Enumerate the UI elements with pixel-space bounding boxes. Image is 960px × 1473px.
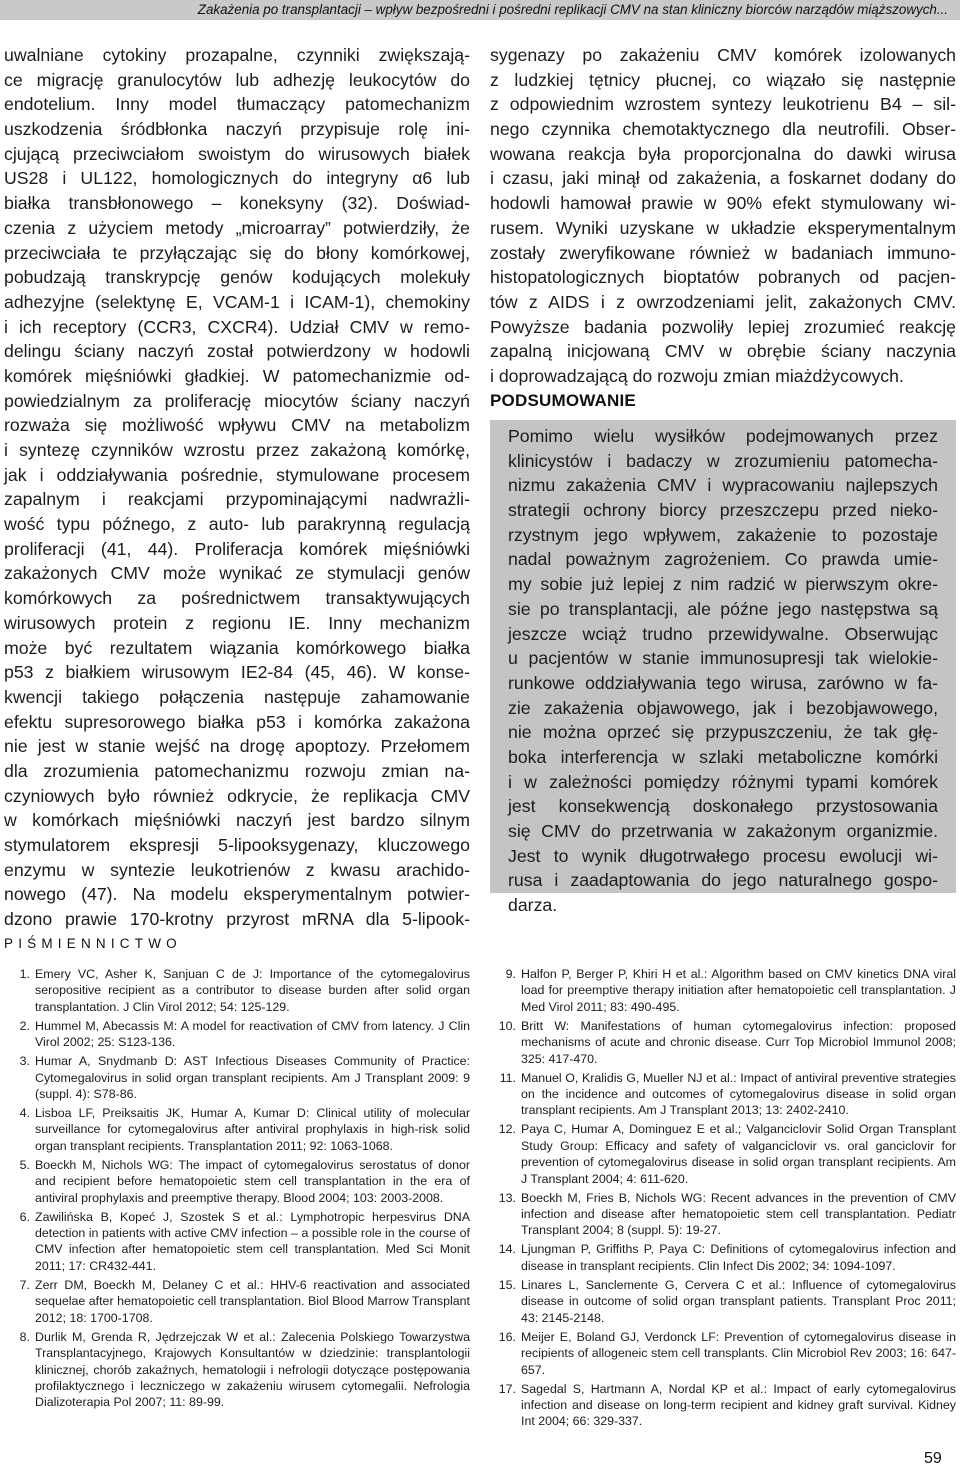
reference-item [8,1329,470,1411]
reference-item [494,1121,956,1187]
reference-text: Zerr DM, Boeckh M, Delaney C et al.: HHV-6 reactivation and associated sequelae after hematopoietic cell transplantation. Biol Blood Marrow Transplant 2012; 18: 1700-1708. [35,1277,470,1325]
running-header: Zakażenia po transplantacji – wpływ bezpośredni i pośredni replikacji CMV na stan kliniczny biorców narządów miąższowych... [0,0,960,20]
text-line: US28 i UL122, homologicznych do integryny α6 lub [4,168,470,189]
body-text-right-column [490,43,956,389]
reference-item [494,1018,956,1067]
text-line: zapalną inicjowaną CMV w obrębie ściany naczynia [490,341,956,362]
text-line: wowana reakcja była proporcjonalna do dawki wirusa [490,143,956,164]
text-line: dla zrozumienia patomechanizmu rozwoju zmian na- [4,760,470,781]
reference-item [494,1381,956,1430]
reference-number: 15. [498,1277,516,1292]
text-line: rozważa się możliwość wpływu CMV na metabolizm [4,415,470,436]
text-line: nego czynnika chemotaktycznego dla neutrofili. Obser- [490,119,956,140]
text-line: w komórkach mięśniówki naczyń jest bardzo silnym [4,810,470,831]
text-line: hodowli hamował prawie w 90% efekt stymulowany wi- [490,193,956,214]
text-line: i doprowadzającą do rozwoju zmian miażdżycowych. [490,365,904,386]
text-line: my sobie już lepiej z nim radzić w pierwszym okre- [508,574,938,595]
text-line: enzymu w syntezie leukotrienów z kwasu arachido- [4,859,470,880]
reference-item [494,1070,956,1119]
text-line: jak i oddziaływania pośrednie, stymulowane procesem [4,464,470,485]
text-line: czyniowych było również odkrycie, że replikacja CMV [4,785,470,806]
text-line: p53 z białkiem wirusowym IE2-84 (45, 46). W konse- [4,662,470,683]
text-line: cjującą przeciwciałom swoistym do wirusowych białek [4,143,470,164]
body-text-left-column [4,43,470,932]
reference-number: 11. [499,1070,516,1085]
text-line: zakażonych CMV może wynikać ze stymulacji genów [4,563,470,584]
summary-text [508,424,938,918]
text-line: i syntezę czynników wzrostu przez zakażoną komórkę, [4,440,470,460]
text-line: jeszcze wciąż trudno przewidywalne. Obserwując [508,623,938,644]
text-line: czenia z użyciem metody „microarray” potwierdziły, że [4,217,470,238]
reference-number: 6. [19,1209,30,1224]
text-line: może być rezultatem wiązania komórkowego białka [4,637,470,658]
reference-text: Meijer E, Boland GJ, Verdonck LF: Prevention of cytomegalovirus disease in recipients of allogeneic stem cell transplants. Clin Microbiol Rev 2003; 16: 647-657. [521,1329,956,1377]
text-line: zie zakażenia objawowego, jak i bezobjawowego, [508,697,938,718]
text-line: strategii ochrony biorcy przeszczepu przed nieko- [508,500,938,521]
page-number: 59 [924,1450,942,1467]
reference-text: Sagedal S, Hartmann A, Nordal KP et al.: Impact of early cytomegalovirus infection and disease on long-term recipient and kidney graft survival. Kidney Int 2004; 66: 329-337. [521,1381,956,1429]
reference-text: Durlik M, Grenda R, Jędrzejczak W et al.: Zalecenia Polskiego Towarzystwa Transplantacyjnego, Krajowych Konsultantów w dziedzinie: transplantologii klinicznej, chorób zakaźnych, hematologii i nefrologii dotyczące postępowania profilaktycznego i leczniczego w zakażeniu wirusem cytomegalii. Nefrologia Dializoterapia Pol 2007; 11: 89-99. [35,1329,470,1410]
references-right-column [494,966,956,1432]
reference-item [494,1277,956,1326]
reference-number: 16. [498,1329,516,1344]
text-line: ce migrację granulocytów lub adhezję leukocytów do [4,69,470,90]
references-left-column [8,966,470,1413]
text-line: się CMV do przetrwania w zakażonym organizmie. [508,821,938,841]
reference-item [8,1018,470,1051]
text-line: stymulatorem ekspresji 5-lipooksygenazy, kluczowego [4,835,470,855]
reference-item [8,1105,470,1154]
text-line: uszkodzenia śródbłonka naczyń przypisuje rolę ini- [4,119,470,140]
reference-item [8,1277,470,1326]
reference-number: 14. [498,1242,516,1257]
reference-item [494,966,956,1015]
references-heading: PIŚMIENNICTWO [4,936,182,951]
text-line: Powyższe badania pozwoliły lepiej zrozumieć reakcję [490,316,956,337]
text-line: rzystnym jego wpływem, zakażenie to pozostaje [508,524,938,545]
reference-number: 1. [19,967,30,981]
reference-text: Ljungman P, Griffiths P, Paya C: Definitions of cytomegalovirus infection and disease in transplant recipients. Clin Infect Dis 2002; 34: 1094-1097. [521,1242,956,1273]
text-line: Pomimo wielu wysiłków podejmowanych przez [508,426,938,446]
reference-number: 8. [19,1329,30,1344]
text-line: u pacjentów w stanie immunosupresji tak wielokie- [508,648,938,669]
text-line: i ich receptory (CCR3, CXCR4). Udział CMV w remo- [4,316,470,337]
text-line: tów z AIDS i z owrzodzeniami jelit, zakażonych CMV. [490,291,956,312]
text-line: nizmu zakażenia CMV i wypracowaniu najlepszych [508,475,938,496]
text-line: wirusowych protein z regionu IE. Inny mechanizm [4,612,470,633]
reference-text: Paya C, Humar A, Dominguez E et al.; Valganciclovir Solid Organ Transplant Study Group: Efficacy and safety of valganciclovir vs. oral ganciclovir for prevention of cytomegalovirus disease in solid organ transplant recipients. Am J Transplant 2004; 4: 611-620. [521,1122,956,1186]
text-line: klinicystów i badaczy w zrozumieniu patomecha- [508,450,938,471]
reference-number: 3. [19,1054,30,1069]
reference-text: Boeckh M, Fries B, Nichols WG: Recent advances in the prevention of CMV infection and disease after hematopoietic stem cell transplantation. Pediatr Transplant 2004; 8 (suppl. 5): 19-27. [521,1190,956,1238]
text-line: wość typu późnego, z auto- lub parakrynną regulacją [4,514,470,535]
text-line: kwencji takiego połączenia następuje zahamowanie [4,686,470,707]
reference-text: Halfon P, Berger P, Khiri H et al.: Algorithm based on CMV kinetics DNA viral load for preemptive therapy initiation after hematopoietic cell transplantation. J Med Virol 2011; 83: 490-495. [521,967,956,1014]
text-line: powiedzialnym za proliferację miocytów ściany naczyń [4,390,470,411]
text-line: białka transbłonowego – koneksyny (32). Doświad- [4,193,470,214]
text-line: boka interferencja w szlaki metaboliczne komórki [508,746,938,767]
reference-text: Britt W: Manifestations of human cytomegalovirus infection: proposed mechanisms of acute and chronic disease. Curr Top Microbiol Immunol 2008; 325: 417-470. [521,1018,956,1066]
reference-number: 9. [505,967,516,981]
reference-number: 2. [19,1018,30,1033]
text-line: sygenazy po zakażeniu CMV komórek izolowanych [490,45,956,65]
reference-text: Humar A, Snydmanb D: AST Infectious Diseases Community of Practice: Cytomegalovirus in solid organ transplant recipients. Am J Transplant 2009: 9 (suppl. 4): S78-86. [35,1054,470,1102]
reference-number: 5. [19,1157,30,1172]
text-line: nowego (47). Na modelu eksperymentalnym potwier- [4,884,470,905]
text-line: proliferacji (41, 44). Proliferacja komórek mięśniówki [4,538,470,559]
text-line: z ludzkiej tętnicy płucnej, co wiązało się następnie [490,69,956,90]
reference-text: Emery VC, Asher K, Sanjuan C de J: Importance of the cytomegalovirus seropositive recipient as a contributor to disease burden after solid organ transplantation. J Clin Virol 2012; 54: 125-129. [35,967,470,1014]
reference-item [8,1053,470,1102]
text-line: Jest to wynik długotrwałego procesu ewolucji wi- [508,845,938,866]
reference-number: 4. [19,1106,30,1121]
text-line: jest konsekwencją doskonałego przystosowania [508,796,938,817]
text-line: rusa i zaadaptowania do jego naturalnego gospo- [508,870,938,891]
text-line: pobudzają transkrypcję genów kodujących molekuły [4,267,470,288]
reference-text: Boeckh M, Nichols WG: The impact of cytomegalovirus serostatus of donor and recipient before hematopoietic stem cell transplantation in the era of antiviral prophylaxis and preemptive therapy. Blood 2004; 103: 2003-2008. [35,1157,470,1205]
reference-number: 17. [498,1381,516,1396]
reference-number: 13. [498,1190,516,1205]
summary-heading: PODSUMOWANIE [490,391,636,410]
text-line: i czasu, jaki minął od zakażenia, a foskarnet dodany do [490,168,956,189]
reference-number: 10. [498,1018,516,1033]
reference-text: Linares L, Sanclemente G, Cervera C et al.: Influence of cytomegalovirus disease in outcome of solid organ transplant patients. Transplant Proc 2011; 43: 2145-2148. [521,1277,956,1325]
reference-item [8,1157,470,1206]
text-line: nie jest w stanie wejść na drogę apoptozy. Przełomem [4,736,470,757]
text-line: runkowe oddziaływania tego wirusa, zarówno w fa- [508,672,938,693]
text-line: z odpowiednim wzrostem syntezy leukotrienu B4 – sil- [490,94,956,115]
reference-item [8,966,470,1015]
text-line: komórkowych za pośrednictwem transaktywujących [4,588,470,609]
reference-item [494,1190,956,1239]
reference-text: Hummel M, Abecassis M: A model for reactivation of CMV from latency. J Clin Virol 2002; 25: S123-136. [35,1018,470,1050]
text-line: zostały zweryfikowane również w badaniach immuno- [490,242,956,263]
text-line: i w zależności pomiędzy różnymi typami komórek [508,771,938,792]
reference-text: Manuel O, Kralidis G, Mueller NJ et al.: Impact of antiviral preventive strategies on the incidence and outcomes of cytomegalovirus disease in solid organ transplant recipients. Am J Transplant 2013; 13: 2402-2410. [521,1070,956,1118]
text-line: przeciwciała te przyłączając się do błony komórkowej, [4,242,470,263]
text-line: delingu ściany naczyń został potwierdzony w hodowli [4,341,470,362]
text-line: zapalnym i reakcjami przypominającymi nadwrażli- [4,489,470,510]
text-line: nie można oprzeć się przypuszczeniu, że tak głę- [508,722,938,743]
text-line: efektu supresorowego białka p53 i komórka zakażona [4,711,470,732]
reference-text: Zawilińska B, Kopeć J, Szostek S et al.: Lymphotropic herpesvirus DNA detection in patients with active CMV infection – a possible role in the course of CMV infection after hematopoietic stem cell transplantation. Med Sci Monit 2011; 17: CR432-441. [35,1209,470,1273]
text-line: rusem. Wyniki uzyskane w układzie eksperymentalnym [490,217,956,238]
reference-number: 7. [19,1277,30,1292]
text-line: nadal poważnym zagrożeniem. Co prawda umie- [508,549,938,570]
reference-text: Lisboa LF, Preiksaitis JK, Humar A, Kumar D: Clinical utility of molecular surveillance for cytomegalovirus after antiviral prophylaxis in high-risk solid organ transplant recipients. Transplantation 2011; 92: 1063-1068. [35,1106,470,1153]
text-line: sie po transplantacji, ale późne jego następstwa są [508,598,938,619]
text-line: darza. [508,895,558,916]
text-line: komórek mięśniówki gładkiej. W patomechanizmie od- [4,365,470,386]
reference-item [494,1241,956,1274]
text-line: uwalniane cytokiny prozapalne, czynniki zwiększają- [4,45,470,65]
reference-item [8,1209,470,1275]
text-line: dzono prawie 170-krotny przyrost mRNA dla 5-lipook- [4,909,470,930]
text-line: endotelium. Inny model tłumaczący patomechanizm [4,94,470,115]
text-line: histopatologicznych bioptatów pobranych od pacjen- [490,267,956,288]
reference-item [494,1329,956,1378]
reference-number: 12. [498,1122,516,1137]
text-line: adhezyjne (selektynę E, VCAM-1 i ICAM-1), chemokiny [4,291,470,312]
